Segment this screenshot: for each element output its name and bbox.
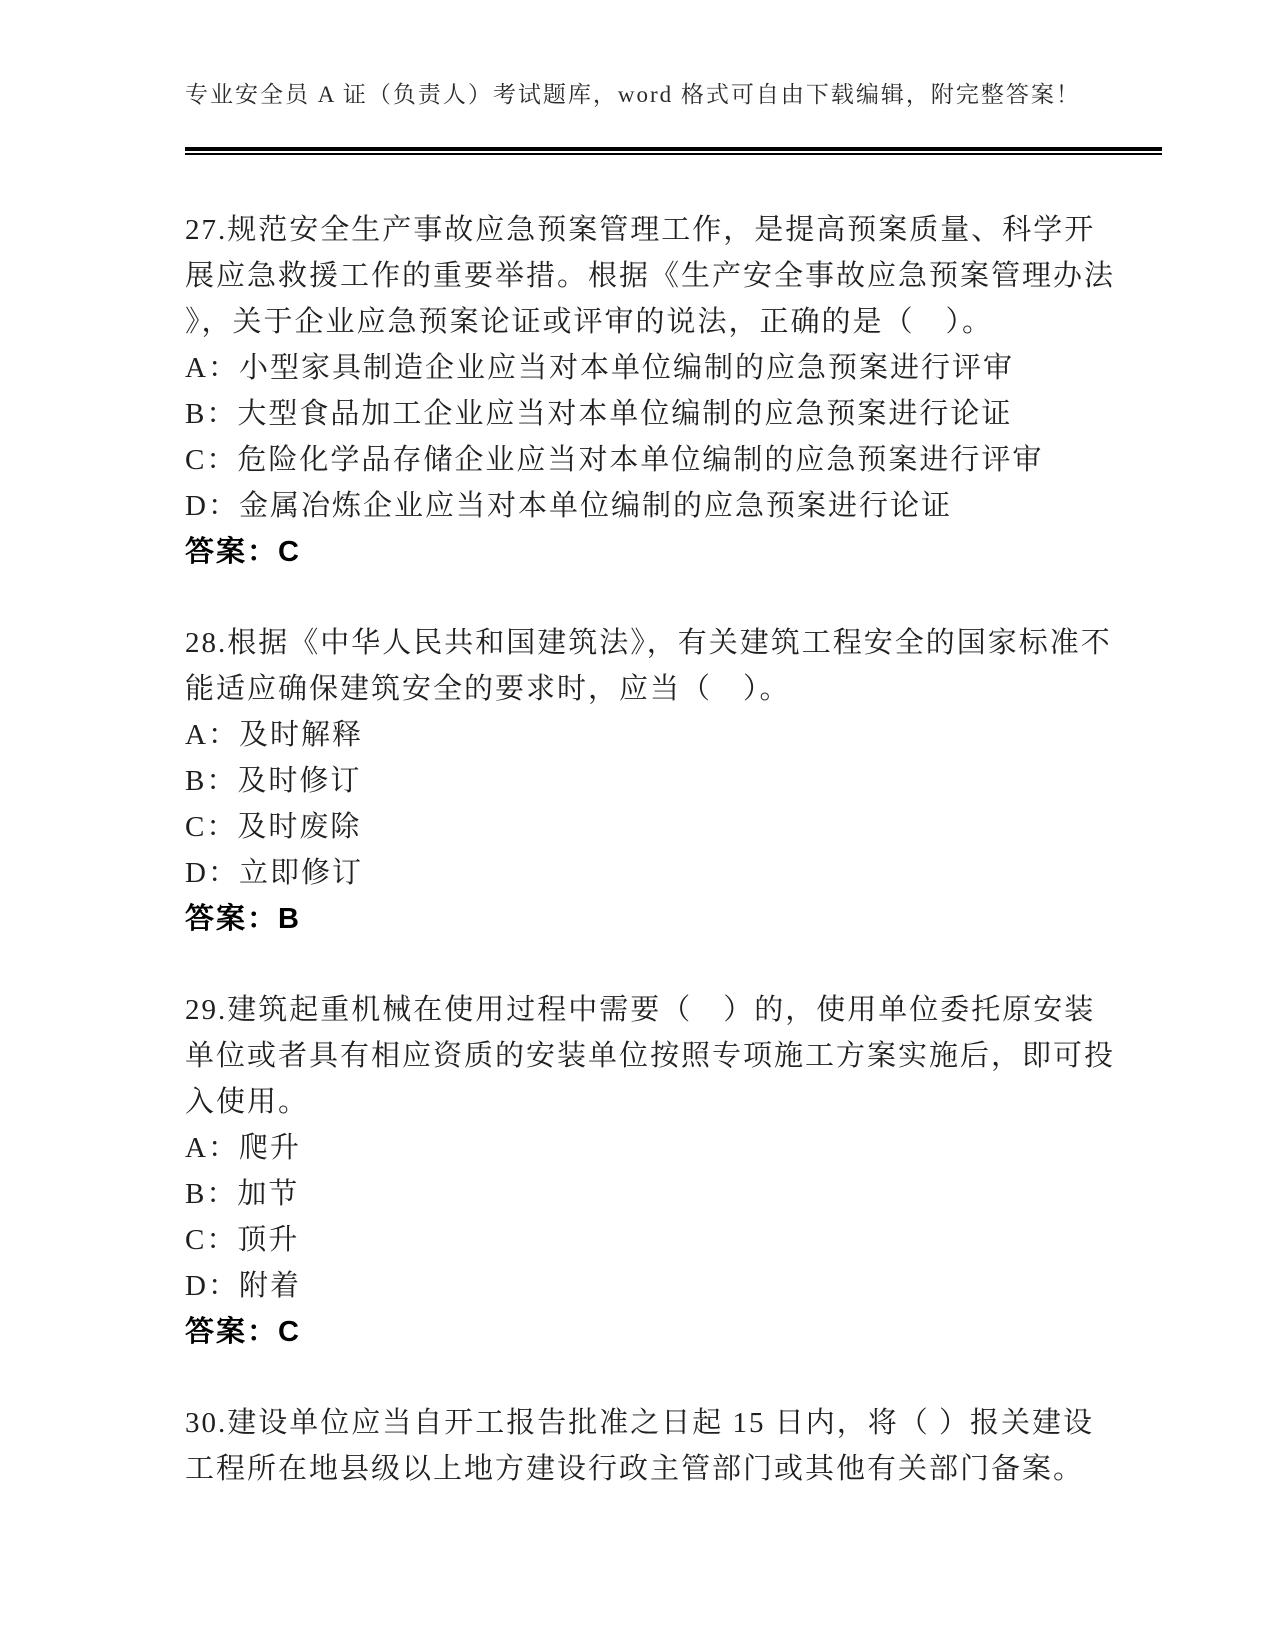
question-28-option-a: A：及时解释: [185, 719, 363, 751]
question-30: [185, 1400, 1120, 1492]
question-list: [185, 207, 1120, 1492]
question-29-option-b: B：加节: [185, 1178, 300, 1210]
question-30-text: 30.建设单位应当自开工报告批准之日起 15 日内，将（ ）报关建设工程所在地县级以上地方建设行政主管部门或其他有关部门备案。: [185, 1407, 1095, 1485]
question-28-option-d: D：立即修订: [185, 857, 363, 889]
header-title: 专业安全员 A 证（负责人）考试题库，word 格式可自由下载编辑，附完整答案！: [185, 82, 1081, 107]
page-header: [185, 76, 1162, 155]
question-27-option-b: B：大型食品加工企业应当对本单位编制的应急预案进行论证: [185, 398, 1013, 430]
header-double-rule: [185, 147, 1162, 155]
question-28-option-c: C：及时废除: [185, 811, 362, 843]
question-27-option-c: C：危险化学品存储企业应当对本单位编制的应急预案进行评审: [185, 444, 1044, 476]
question-29-option-c: C：顶升: [185, 1224, 300, 1256]
question-29-answer: 答案：C: [185, 1316, 301, 1348]
question-29-option-a: A：爬升: [185, 1132, 301, 1164]
question-29-option-d: D：附着: [185, 1270, 301, 1302]
question-27-answer: 答案：C: [185, 536, 301, 568]
question-29-text: 29.建筑起重机械在使用过程中需要（ ）的，使用单位委托原安装单位或者具有相应资质的安装单位按照专项施工方案实施后，即可投入使用。: [185, 994, 1116, 1118]
question-29: [185, 987, 1120, 1355]
question-28-text: 28.根据《中华人民共和国建筑法》，有关建筑工程安全的国家标准不能适应确保建筑安全的要求时，应当（ ）。: [185, 627, 1112, 705]
question-27-option-d: D：金属冶炼企业应当对本单位编制的应急预案进行论证: [185, 490, 952, 522]
question-28: [185, 620, 1120, 942]
question-28-option-b: B：及时修订: [185, 765, 362, 797]
question-27-text: 27.规范安全生产事故应急预案管理工作，是提高预案质量、科学开展应急救援工作的重要举措。根据《生产安全事故应急预案管理办法》，关于企业应急预案论证或评审的说法，正确的是（ ）。: [185, 214, 1116, 338]
question-28-answer: 答案：B: [185, 903, 301, 935]
question-27: [185, 207, 1120, 575]
question-27-option-a: A：小型家具制造企业应当对本单位编制的应急预案进行评审: [185, 352, 1014, 384]
